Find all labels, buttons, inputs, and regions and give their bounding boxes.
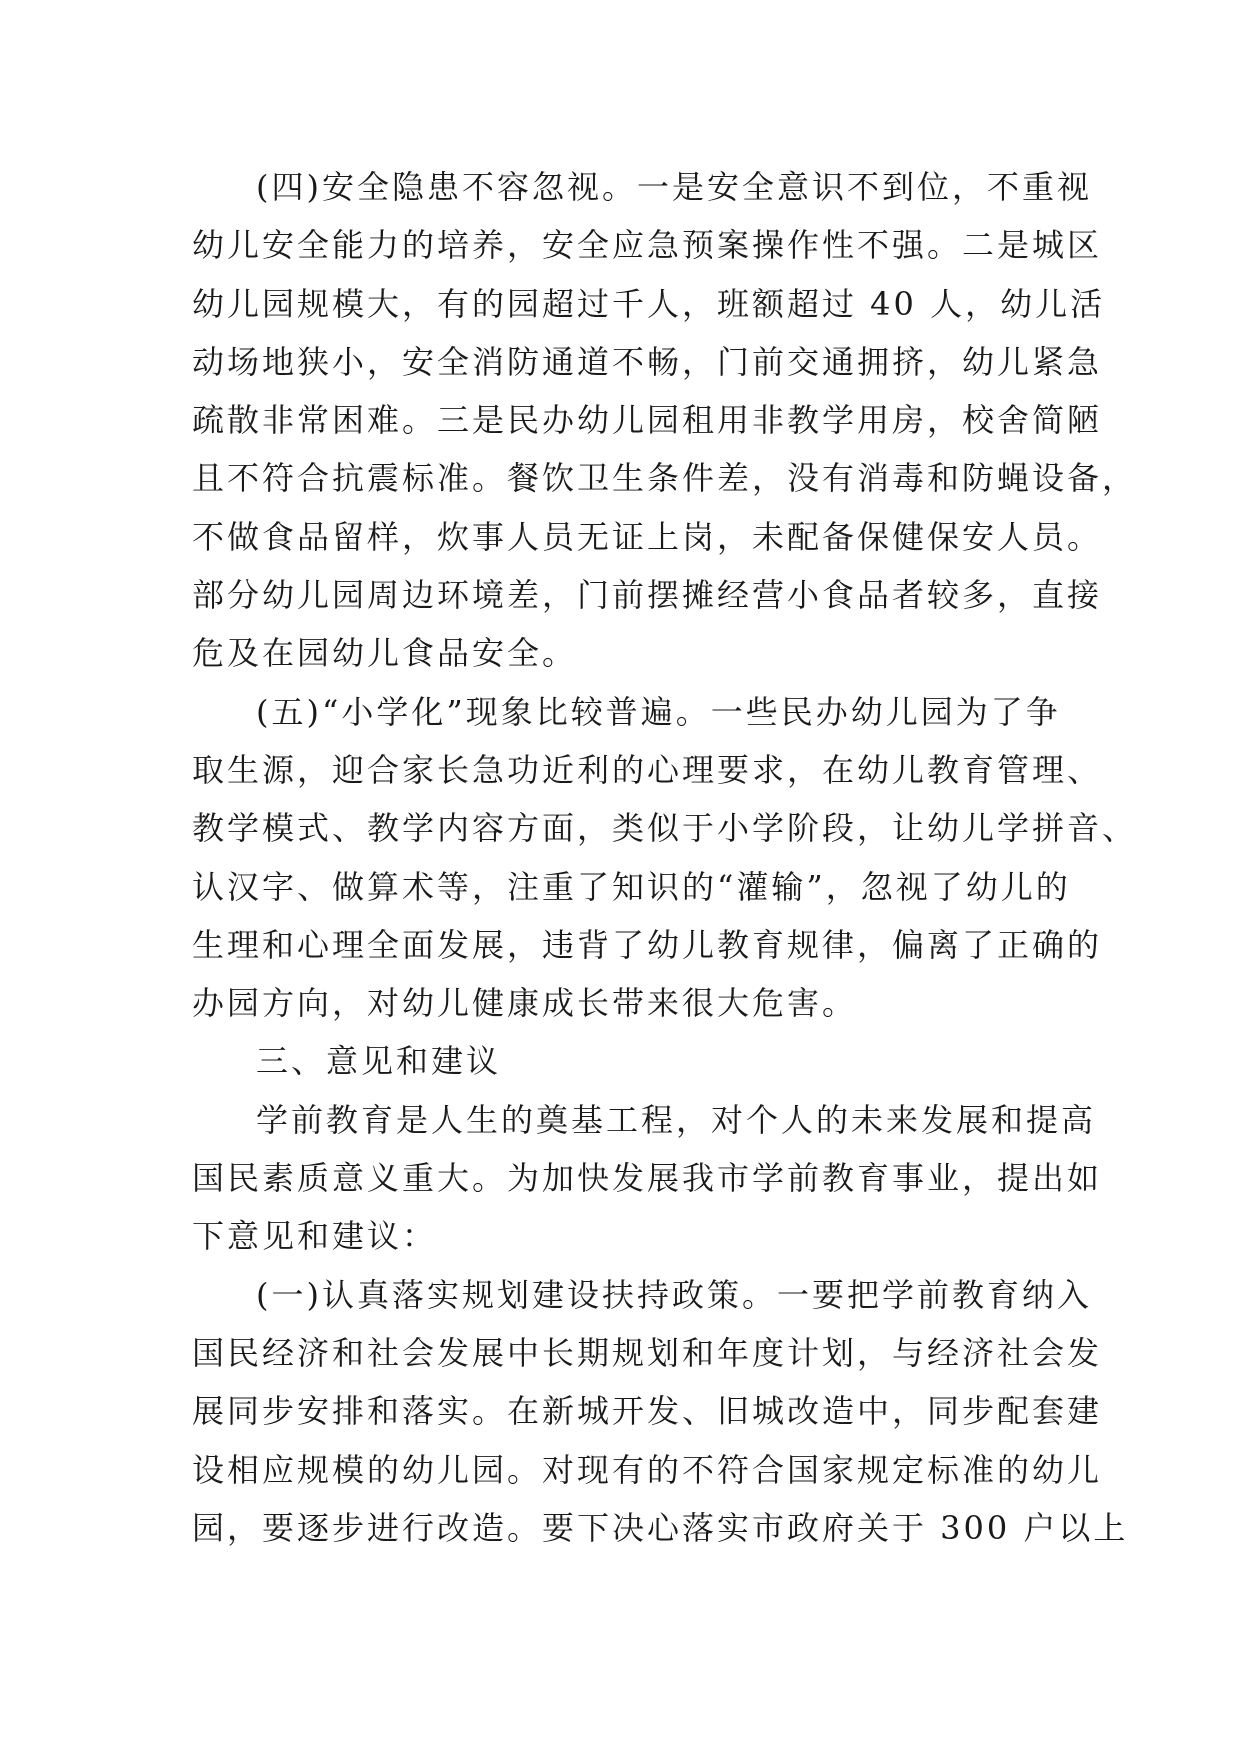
text-line: 下意见和建议： (192, 1217, 438, 1256)
text-line: 且不符合抗震标准。餐饮卫生条件差，没有消毒和防蝇设备， (192, 459, 1138, 498)
text-line: 国民素质意义重大。为加快发展我市学前教育事业，提出如 (192, 1159, 1103, 1198)
text-line: 学前教育是人生的奠基工程，对个人的未来发展和提高 (256, 1100, 1097, 1139)
text-line: 园，要逐步进行改造。要下决心落实市政府关于 300 户以上 (192, 1508, 1129, 1547)
text-line: 展同步安排和落实。在新城开发、旧城改造中，同步配套建 (192, 1392, 1103, 1431)
text-line: 办园方向，对幼儿健康成长带来很大危害。 (192, 984, 858, 1023)
text-line: 危及在园幼儿食品安全。 (192, 634, 578, 673)
text-line: 不做食品留样，炊事人员无证上岗，未配备保健保安人员。 (192, 517, 1103, 556)
text-line: 国民经济和社会发展中长期规划和年度计划，与经济社会发 (192, 1333, 1103, 1372)
text-line: 生理和心理全面发展，违背了幼儿教育规律，偏离了正确的 (192, 925, 1103, 964)
text-line: 幼儿园规模大，有的园超过千人，班额超过 40 人，幼儿活 (192, 284, 1106, 323)
text-line: 设相应规模的幼儿园。对现有的不符合国家规定标准的幼儿 (192, 1450, 1103, 1489)
text-line: 认汉字、做算术等，注重了知识的“灌输”，忽视了幼儿的 (192, 867, 1071, 906)
text-line: 动场地狭小，安全消防通道不畅，门前交通拥挤，幼儿紧急 (192, 342, 1103, 381)
text-line: (四)安全隐患不容忽视。一是安全意识不到位，不重视 (256, 168, 1092, 206)
text-line: (一)认真落实规划建设扶持政策。一要把学前教育纳入 (256, 1275, 1092, 1314)
document-body (192, 158, 1138, 1557)
text-line: 部分幼儿园周边环境差，门前摆摊经营小食品者较多，直接 (192, 576, 1103, 615)
text-line: 幼儿安全能力的培养，安全应急预案操作性不强。二是城区 (192, 226, 1103, 265)
text-line: 疏散非常困难。三是民办幼儿园租用非教学用房，校舍简陋 (192, 401, 1103, 440)
text-line: 教学模式、教学内容方面，类似于小学阶段，让幼儿学拼音、 (192, 809, 1138, 848)
section-heading: 三、意见和建议 (256, 1042, 502, 1081)
text-line: 取生源，迎合家长急功近利的心理要求，在幼儿教育管理、 (192, 750, 1103, 789)
text-line: (五)“小学化”现象比较普遍。一些民办幼儿园为了争 (256, 692, 1061, 731)
